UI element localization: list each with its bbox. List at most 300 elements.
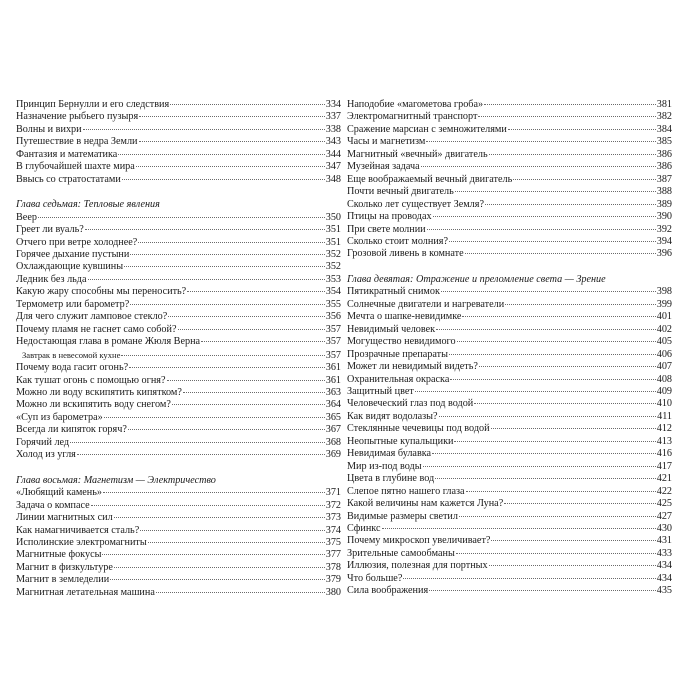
toc-entry-page: 433 (656, 547, 672, 559)
toc-entry (347, 436, 672, 448)
toc-entry-page: 409 (656, 385, 672, 397)
toc-entry (16, 424, 341, 436)
toc-entry (347, 186, 672, 198)
dot-leader (129, 366, 325, 368)
toc-entry (16, 136, 341, 148)
dot-leader (130, 253, 324, 255)
toc-entry (16, 487, 341, 499)
toc-entry (16, 449, 341, 461)
toc-entry-page: 347 (325, 161, 341, 173)
toc-entry-title: Задача о компасе (16, 499, 90, 511)
dot-leader (450, 378, 655, 380)
dot-leader (479, 365, 656, 367)
toc-entry-title: Охлаждающие кувшины (16, 261, 124, 273)
toc-entry-title: При свете молнии (347, 223, 426, 235)
dot-leader (187, 290, 325, 292)
dot-leader (170, 103, 325, 105)
toc-entry-page: 348 (325, 173, 341, 185)
toc-entry (347, 299, 672, 311)
toc-entry-page: 435 (656, 585, 672, 597)
toc-entry (16, 286, 341, 298)
toc-entry (347, 548, 672, 560)
toc-entry-page: 382 (656, 111, 672, 123)
dot-leader (421, 165, 656, 167)
toc-entry-title: Человеческий глаз под водой (347, 398, 474, 410)
toc-entry-page: 398 (656, 286, 672, 298)
toc-entry (16, 399, 341, 411)
toc-entry-title: Могущество невидимого (347, 336, 456, 348)
toc-entry (347, 111, 672, 123)
dot-leader (513, 178, 655, 180)
toc-entry-page: 390 (656, 211, 672, 223)
toc-entry-title: Пятикратный снимок (347, 286, 440, 298)
dot-leader (139, 115, 325, 117)
toc-entry-title: Защитный цвет (347, 385, 414, 397)
toc-entry-title: Птицы на проводах (347, 211, 432, 223)
dot-leader (139, 140, 325, 142)
toc-entry-title: «Суп из барометра» (16, 411, 103, 423)
toc-entry-page: 374 (325, 524, 341, 536)
dot-leader (449, 240, 656, 242)
toc-entry (347, 511, 672, 523)
toc-entry (16, 336, 341, 348)
toc-entry (16, 349, 341, 362)
toc-entry-title: Как тушат огонь с помощью огня? (16, 374, 166, 386)
toc-entry-title: Еще воображаемый вечный двигатель (347, 173, 513, 185)
dot-leader (489, 564, 656, 566)
toc-entry (16, 311, 341, 323)
toc-entry-title: Часы и магнетизм (347, 136, 426, 148)
toc-entry-page: 385 (656, 136, 672, 148)
toc-entry (347, 174, 672, 186)
toc-entry-page: 361 (325, 374, 341, 386)
toc-entry-page: 434 (656, 560, 672, 572)
toc-entry-page: 379 (325, 574, 341, 586)
dot-leader (77, 453, 325, 455)
dot-leader (478, 115, 655, 117)
dot-leader (462, 315, 655, 317)
toc-entry-title: Электромагнитный транспорт (347, 111, 478, 123)
toc-entry-page: 372 (325, 499, 341, 511)
toc-entry-title: Всегда ли кипяток горяч? (16, 424, 127, 436)
toc-entry-page: 401 (656, 311, 672, 323)
toc-entry-page: 343 (325, 136, 341, 148)
toc-entry-page: 377 (325, 549, 341, 561)
toc-list (347, 99, 672, 261)
toc-entry-title: Магнитные фокусы (16, 549, 102, 561)
toc-entry-page: 399 (656, 298, 672, 310)
toc-entry-title: Охранительная окраска (347, 373, 450, 385)
dot-leader (91, 504, 325, 506)
toc-entry-title: В глубочайшей шахте мира (16, 161, 135, 173)
dot-leader (70, 441, 325, 443)
dot-leader (88, 278, 325, 280)
dot-leader (128, 428, 325, 430)
toc-entry-page: 351 (325, 224, 341, 236)
toc-entry (16, 111, 341, 123)
toc-entry (16, 261, 341, 273)
toc-entry-page: 417 (656, 460, 672, 472)
toc-entry-title: Стеклянные чечевицы под водой (347, 423, 490, 435)
toc-entry-page: 396 (656, 248, 672, 260)
dot-leader (102, 553, 324, 555)
dot-leader (104, 416, 325, 418)
dot-leader (459, 515, 656, 517)
toc-entry (347, 161, 672, 173)
toc-entry (347, 224, 672, 236)
toc-entry (16, 299, 341, 311)
toc-entry-title: Сфинкс (347, 522, 381, 534)
toc-entry-title: Сила воображения (347, 585, 429, 597)
chapter-heading: Глава девятая: Отражение и преломление света — Зрение (347, 273, 606, 285)
toc-entry-title: Фантазия и математика (16, 148, 118, 160)
toc-entry-page: 384 (656, 123, 672, 135)
toc-entry (347, 560, 672, 572)
toc-entry (347, 498, 672, 510)
toc-entry (347, 311, 672, 323)
toc-entry-title: Неопытные купальщики (347, 435, 454, 447)
toc-entry (347, 248, 672, 260)
toc-entry (347, 386, 672, 398)
toc-entry-title: Музейная задача (347, 161, 420, 173)
toc-entry-title: Наподобие «магометова гроба» (347, 99, 484, 110)
toc-entry-title: Сколько стоит молния? (347, 235, 448, 247)
toc-entry (16, 387, 341, 399)
toc-entry-title: Магнит в земледелии (16, 574, 110, 586)
toc-entry (16, 525, 341, 537)
dot-leader (38, 216, 325, 218)
toc-entry-title: Греет ли вуаль? (16, 224, 84, 236)
toc-entry-title: Ввысь со стратостатами (16, 173, 121, 185)
toc-list (347, 286, 672, 597)
toc-entry-title: Исполинские электромагниты (16, 536, 147, 548)
toc-right-column (347, 99, 672, 700)
dot-leader (83, 128, 325, 130)
toc-entry (347, 361, 672, 373)
toc-entry-title: Какую жару способны мы переносить? (16, 286, 187, 298)
toc-entry-page: 412 (656, 423, 672, 435)
toc-entry-page: 416 (656, 448, 672, 460)
toc-entry-title: Мечта о шапке-невидимке (347, 311, 462, 323)
toc-entry (347, 286, 672, 298)
toc-entry-page: 350 (325, 211, 341, 223)
toc-entry-title: Можно ли вскипятить воду снегом? (16, 399, 171, 411)
toc-entry-title: Завтрак в невесомой кухне (22, 349, 121, 360)
toc-entry-page: 364 (325, 399, 341, 411)
dot-leader (474, 402, 655, 404)
dot-leader (426, 140, 655, 142)
toc-entry (16, 324, 341, 336)
toc-entry-title: Магнитная летательная машина (16, 586, 155, 598)
toc-entry-page: 430 (656, 522, 672, 534)
toc-entry-page: 353 (325, 273, 341, 285)
toc-entry-title: Цвета в глубине вод (347, 473, 435, 485)
toc-entry (16, 237, 341, 249)
dot-leader (201, 340, 325, 342)
dot-leader (433, 215, 656, 217)
toc-entry-title: Термометр или барометр? (16, 298, 130, 310)
toc-entry (16, 574, 341, 586)
dot-leader (382, 527, 656, 529)
dot-leader (427, 228, 656, 230)
dot-leader (491, 539, 655, 541)
toc-entry-page: 380 (325, 586, 341, 598)
toc-entry-page: 373 (325, 512, 341, 524)
toc-entry-title: Слепое пятно нашего глаза (347, 485, 465, 497)
dot-leader (183, 391, 325, 393)
toc-entry-page: 357 (325, 336, 341, 348)
toc-entry (347, 124, 672, 136)
dot-leader (110, 578, 325, 580)
toc-entry-page: 334 (325, 99, 341, 110)
toc-entry-title: Как видят водолазы? (347, 410, 438, 422)
toc-entry (16, 587, 341, 599)
toc-entry (347, 236, 672, 248)
toc-entry (347, 398, 672, 410)
toc-entry-page: 337 (325, 111, 341, 123)
toc-entry (347, 448, 672, 460)
toc-entry-page: 355 (325, 298, 341, 310)
toc-entry (16, 274, 341, 286)
toc-entry-page: 352 (325, 261, 341, 273)
toc-entry (347, 585, 672, 597)
toc-list (16, 487, 341, 599)
toc-entry-page: 387 (656, 173, 672, 185)
toc-entry-page: 381 (656, 99, 672, 110)
dot-leader (484, 103, 656, 105)
toc-entry-title: Веер (16, 211, 37, 223)
dot-leader (118, 153, 324, 155)
toc-entry-page: 363 (325, 386, 341, 398)
dot-leader (454, 440, 655, 442)
toc-entry-title: Почему вода гасит огонь? (16, 362, 129, 374)
dot-leader (415, 390, 656, 392)
toc-entry-title: Может ли невидимый видеть? (347, 361, 478, 373)
toc-entry (16, 500, 341, 512)
toc-entry-title: Невидимая булавка (347, 448, 432, 460)
dot-leader (114, 566, 325, 568)
toc-entry-page: 351 (325, 236, 341, 248)
dot-leader (456, 552, 656, 554)
dot-leader (167, 379, 325, 381)
toc-entry-title: Отчего при ветре холоднее? (16, 236, 138, 248)
toc-entry (16, 437, 341, 449)
toc-entry (16, 362, 341, 374)
dot-leader (466, 490, 656, 492)
toc-entry-title: Почти вечный двигатель (347, 186, 454, 198)
toc-entry-page: 352 (325, 248, 341, 260)
toc-list (16, 99, 341, 186)
toc-entry (16, 412, 341, 424)
toc-entry-title: «Любящий камень» (16, 487, 103, 499)
dot-leader (140, 529, 324, 531)
toc-entry-title: Мир из-под воды (347, 460, 422, 472)
dot-leader (435, 477, 656, 479)
toc-entry-title: Видимые размеры светил (347, 510, 458, 522)
toc-entry-title: Почему пламя не гаснет само собой? (16, 323, 177, 335)
dot-leader (178, 328, 325, 330)
toc-entry-page: 406 (656, 348, 672, 360)
toc-entry-page: 410 (656, 398, 672, 410)
toc-entry-page: 402 (656, 323, 672, 335)
toc-entry (16, 212, 341, 224)
toc-entry (16, 375, 341, 387)
toc-entry-page: 392 (656, 223, 672, 235)
toc-entry (347, 573, 672, 585)
toc-entry-page: 367 (325, 424, 341, 436)
toc-entry-title: Можно ли воду вскипятить кипятком? (16, 386, 182, 398)
toc-entry (347, 461, 672, 473)
dot-leader (124, 265, 325, 267)
dot-leader (122, 178, 325, 180)
dot-leader (441, 290, 656, 292)
toc-entry-title: Прозрачные препараты (347, 348, 448, 360)
toc-entry (347, 349, 672, 361)
toc-entry-title: Какой величины нам кажется Луна? (347, 498, 504, 510)
toc-entry-page: 378 (325, 561, 341, 573)
toc-entry-title: Недостающая глава в романе Жюля Верна (16, 336, 201, 348)
toc-entry-page: 405 (656, 336, 672, 348)
toc-entry (347, 211, 672, 223)
toc-entry-page: 394 (656, 235, 672, 247)
toc-entry-page: 344 (325, 148, 341, 160)
dot-leader (432, 452, 656, 454)
toc-entry-page: 371 (325, 487, 341, 499)
toc-entry-title: Линии магнитных сил (16, 512, 113, 524)
dot-leader (491, 427, 656, 429)
toc-entry-page: 434 (656, 572, 672, 584)
toc-entry-page: 365 (325, 411, 341, 423)
toc-entry-page: 411 (657, 410, 672, 422)
toc-left-column (16, 99, 341, 700)
toc-entry-title: Почему микроскоп увеличивает? (347, 535, 491, 547)
toc-entry-title: Магнитный «вечный» двигатель (347, 148, 488, 160)
dot-leader (439, 415, 657, 417)
dot-leader (455, 190, 656, 192)
toc-entry (16, 99, 341, 111)
dot-leader (121, 354, 324, 356)
toc-entry (347, 336, 672, 348)
dot-leader (457, 340, 656, 342)
dot-leader (85, 228, 325, 230)
toc-entry-title: Невидимый человек (347, 323, 436, 335)
toc-entry (16, 249, 341, 261)
toc-entry-page: 357 (325, 323, 341, 335)
toc-entry-title: Горячее дыхание пустыни (16, 248, 130, 260)
toc-entry (347, 523, 672, 535)
dot-leader (449, 353, 656, 355)
toc-entry-page: 356 (325, 311, 341, 323)
toc-entry-page: 421 (656, 473, 672, 485)
dot-leader (403, 577, 655, 579)
dot-leader (130, 303, 324, 305)
dot-leader (138, 241, 324, 243)
toc-entry (16, 537, 341, 549)
toc-entry (347, 411, 672, 423)
dot-leader (114, 516, 325, 518)
toc-entry-page: 408 (656, 373, 672, 385)
toc-entry-title: Назначение рыбьего пузыря (16, 111, 139, 123)
toc-entry-title: Магнит в физкультуре (16, 561, 113, 573)
toc-entry-page: 425 (656, 498, 672, 510)
toc-entry-page: 369 (325, 449, 341, 461)
dot-leader (156, 591, 325, 593)
toc-entry-title: Как намагничивается сталь? (16, 524, 140, 536)
dot-leader (465, 252, 656, 254)
toc-entry-title: Сражение марсиан с земножителями (347, 123, 507, 135)
toc-entry-page: 375 (325, 536, 341, 548)
toc-list (16, 212, 341, 462)
dot-leader (485, 203, 656, 205)
toc-entry (16, 224, 341, 236)
toc-entry-title: Для чего служит ламповое стекло? (16, 311, 168, 323)
toc-entry (16, 512, 341, 524)
toc-entry-page: 388 (656, 186, 672, 198)
chapter-heading: Глава восьмая: Магнетизм — Электричество (16, 474, 216, 486)
chapter-heading: Глава седьмая: Тепловые явления (16, 199, 160, 211)
toc-entry (347, 535, 672, 547)
toc-entry (347, 473, 672, 485)
toc-entry-title: Солнечные двигатели и нагреватели (347, 298, 505, 310)
toc-entry-page: 338 (325, 123, 341, 135)
dot-leader (489, 153, 656, 155)
dot-leader (136, 165, 325, 167)
toc-entry (16, 174, 341, 186)
toc-entry (347, 136, 672, 148)
toc-entry (16, 124, 341, 136)
toc-entry (347, 486, 672, 498)
toc-entry-page: 354 (325, 286, 341, 298)
toc-entry-page: 407 (656, 361, 672, 373)
toc-entry-page: 422 (656, 485, 672, 497)
toc-entry (347, 423, 672, 435)
toc-entry (347, 374, 672, 386)
toc-entry-title: Что больше? (347, 572, 403, 584)
dot-leader (429, 589, 656, 591)
toc-entry-title: Холод из угля (16, 449, 76, 461)
toc-entry (16, 161, 341, 173)
toc-entry-title: Грозовой ливень в комнате (347, 248, 464, 260)
toc-entry-title: Принцип Бернулли и его следствия (16, 99, 170, 110)
toc-entry-title: Горячий лед (16, 436, 70, 448)
toc-entry (347, 324, 672, 336)
toc-entry-page: 431 (656, 535, 672, 547)
toc-entry-page: 361 (325, 362, 341, 374)
toc-entry (16, 562, 341, 574)
toc-entry-title: Ледник без льда (16, 273, 87, 285)
dot-leader (168, 315, 324, 317)
toc-entry-title: Иллюзия, полезная для портных (347, 560, 488, 572)
dot-leader (508, 128, 656, 130)
toc-entry-page: 386 (656, 148, 672, 160)
dot-leader (436, 328, 656, 330)
dot-leader (172, 403, 325, 405)
toc-entry-title: Волны и вихри (16, 123, 82, 135)
toc-entry-page: 386 (656, 161, 672, 173)
dot-leader (103, 491, 325, 493)
dot-leader (423, 465, 656, 467)
toc-entry (16, 549, 341, 561)
toc-entry-page: 427 (656, 510, 672, 522)
toc-entry (347, 199, 672, 211)
toc-entry (16, 149, 341, 161)
toc-entry-title: Сколько лет существует Земля? (347, 198, 484, 210)
toc-entry-title: Путешествие в недра Земли (16, 136, 138, 148)
toc-entry-title: Зрительные самообманы (347, 547, 455, 559)
dot-leader (148, 541, 325, 543)
toc-entry-page: 357 (325, 349, 341, 361)
toc-entry (347, 99, 672, 111)
